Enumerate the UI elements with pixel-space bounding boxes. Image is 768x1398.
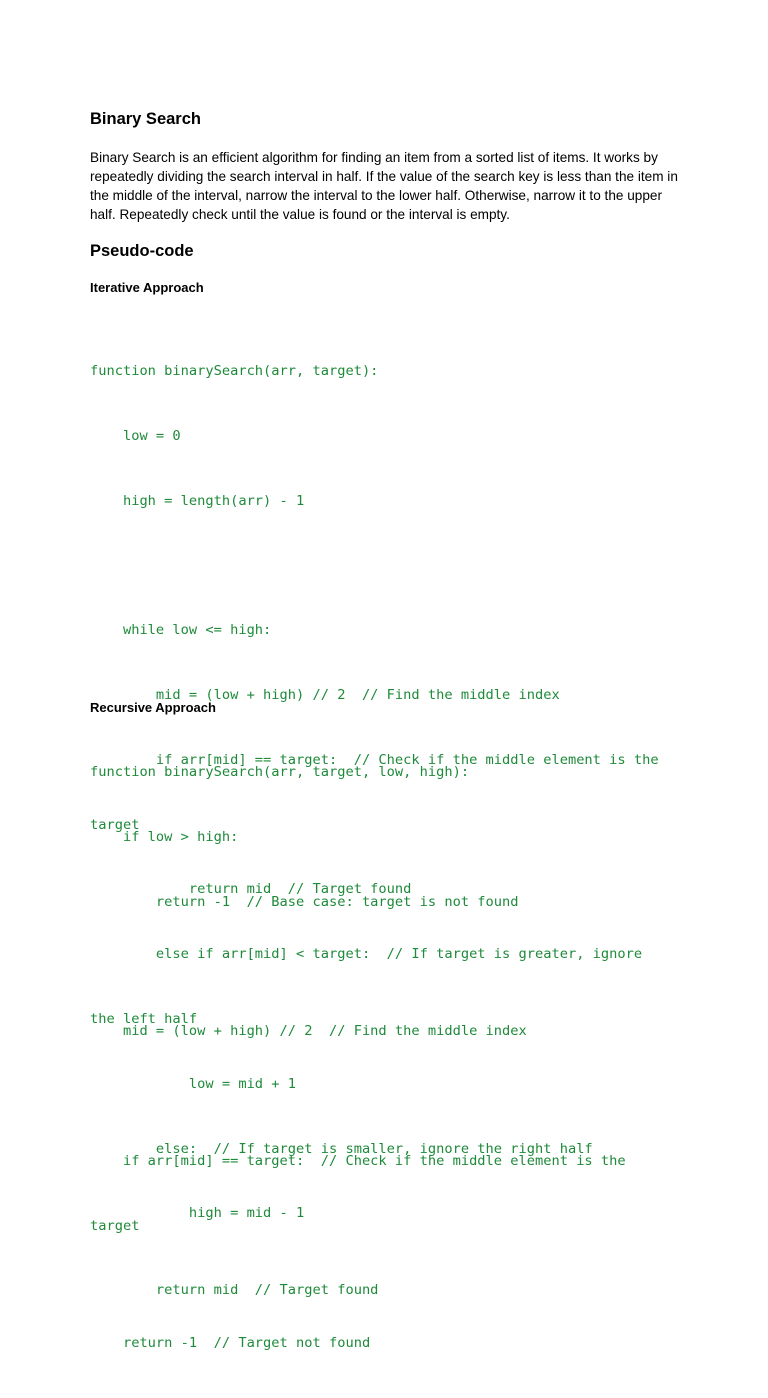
iterative-heading: Iterative Approach: [90, 280, 204, 295]
code-line: while low <= high:: [90, 622, 272, 639]
code-line: function binarySearch(arr, target):: [90, 363, 379, 380]
code-line: return -1 // Target not found: [90, 1334, 371, 1351]
code-line: else: // If target is smaller, ignore the right half: [90, 1140, 593, 1157]
code-line: [90, 957, 626, 979]
pseudocode-heading: Pseudo-code: [90, 242, 194, 260]
code-line: target: [90, 1217, 140, 1234]
code-line: [90, 556, 659, 578]
code-line: if arr[mid] == target: // Check if the middle element is the: [90, 1152, 626, 1169]
code-line: the left half: [90, 1011, 198, 1027]
code-line: return mid // Target found: [90, 881, 412, 898]
code-line: return -1 // Base case: target is not found: [90, 893, 519, 910]
code-line: [90, 1086, 626, 1108]
code-line: target: [90, 816, 140, 833]
code-line: else if arr[mid] < target: // If target is greater, ignore: [90, 946, 643, 963]
code-line: function binarySearch(arr, target, low, high):: [90, 764, 470, 781]
code-line: high = mid - 1: [90, 1205, 305, 1222]
document-title: Binary Search: [90, 110, 201, 128]
code-line: high = length(arr) - 1: [90, 492, 305, 509]
code-line: mid = (low + high) // 2 // Find the middle index: [90, 687, 560, 704]
code-line: low = 0: [90, 427, 181, 444]
recursive-code-block: [90, 719, 626, 1345]
code-line: if arr[mid] == target: // Check if the middle element is the: [90, 751, 659, 768]
code-line: low = mid + 1: [90, 1075, 297, 1092]
intro-paragraph: Binary Search is an efficient algorithm for finding an item from a sorted list of items. It works by repeatedly dividing the search interval in half. If the value of the search key is less than the item in the middle of the interval, narrow the interval to the lower half. Otherwise, narrow it to the upper half. Repeatedly check until the value is found or the interval is empty.: [90, 150, 678, 222]
code-line: if low > high:: [90, 828, 239, 845]
recursive-heading: Recursive Approach: [90, 700, 216, 715]
code-line: mid = (low + high) // 2 // Find the middle index: [90, 1023, 527, 1040]
code-line: return mid // Target found: [90, 1282, 379, 1299]
